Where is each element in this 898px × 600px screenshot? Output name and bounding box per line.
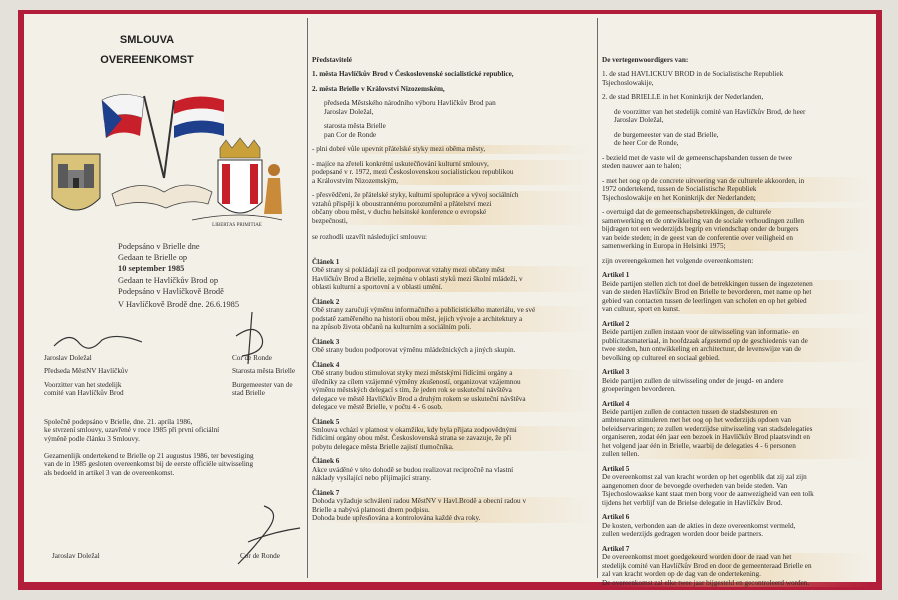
article-heading: Článek 3 [312, 337, 340, 346]
article-block [312, 489, 594, 523]
framed-document [24, 14, 876, 587]
article-heading: Artikel 2 [602, 319, 630, 328]
bottom-name-left: Jaroslav Doležal [52, 552, 100, 560]
signed-line: V Havlíčkově Brodě dne. 26.6.1985 [118, 299, 240, 309]
signatory-title: Předseda MěstNV Havlíčkův [44, 367, 129, 376]
article-block [602, 400, 872, 459]
title-czech: SMLOUVA [119, 34, 175, 46]
signatory-title: stad Brielle [232, 389, 265, 398]
preamble-item: - majíce na zřeteli konkrétní uskutečňování kulturní smlouvy, podepsané v r. 1972, mezi Československou socialistickou republikou a Královstvím Nizozemským, [312, 160, 594, 185]
article-block [312, 361, 594, 412]
intro-heading: Představitelé [312, 56, 352, 64]
article-block [312, 298, 594, 332]
article-text: Smlouva vchází v platnost v okamžiku, kdy byla přijata zodpovědnými řídícími orgány obou měst. Československá strana se zavazuje, že při pobytu delegace města Brielle zajistí tlumočníka. [312, 426, 594, 451]
article-heading: Článek 7 [312, 488, 340, 497]
preamble-item: - overtuigd dat de gemeenschapsbetrekkingen, de culturele samenwerking en de ontwikkeling van de sociale verhoudingen zullen bijdragen tot een wederzijds begrip en vriendschap onder de burgers van beide steden; in de geest van de conferentie over veiligheid en samenwerking in Europa in Helsinki 1975; [602, 208, 872, 250]
signed-line: Podepsáno v Havlíčkově Brodě [118, 287, 224, 296]
article-heading: Artikel 7 [602, 544, 630, 553]
article-heading: Článek 2 [312, 297, 340, 306]
article-heading: Článek 4 [312, 360, 340, 369]
decision-line: se rozhodli uzavřít následující smlouvu: [312, 233, 427, 242]
article-text: Akce uváděné v této dohodě se budou realizovat recipročně na vlastní náklady vysílající nebo přijímající strany. [312, 465, 514, 483]
decision-line: zijn overeengekomen het volgende overeenkomsten: [602, 256, 754, 265]
article-text: Beide partijen zullen de uitwisseling onder de jeugd- en andere groeperingen bevorderen. [602, 376, 784, 394]
article-text: Obě strany si pokládají za cíl podporovat vztahy mezi občany měst Havlíčkův Brod a Brielle, zejména v oblasti styků mezi školní mládeží, v oblasti kulturní a sportovní a v oblasti umění. [312, 266, 594, 291]
article-block [602, 271, 872, 313]
representative: de voorzitter van het stedelijk comité van Havlíčkův Brod, de heer Jaroslav Doležal, [614, 107, 806, 125]
representative: de burgemeester van de stad Brielle, de heer Cor de Ronde, [614, 130, 719, 148]
signed-line: Gedaan te Havlíčkův Brod op [118, 276, 219, 286]
signatory-title: Starosta města Brielle [232, 367, 296, 376]
signature-de-ronde-2 [222, 502, 312, 572]
article-heading: Článek 1 [312, 257, 340, 266]
article-text: Beide partijen zullen de contacten tussen de stadsbesturen en ambtenaren stimuleren met het oog op het wederzijds opdoen van beleidservaringen; ze zullen wederzijdse uitwisseling van stadsdelegaties organiseren, zodat één jaar een bezoek in Havlíčkův Brod plaatsvindt en het volgend jaar één in Brielle, waarbij de delegaties 4 - 6 personen zullen tellen. [602, 408, 872, 459]
representative: starosta města Brielle pan Cor de Ronde [324, 122, 386, 139]
article-text: Dohoda vyžaduje schválení radou MěstNV v Havl.Brodě a obecní radou v Brielle a nabývá platnosti dnem podpisu. Dohoda bude upřesňována a kontrolována každé dva roky. [312, 497, 594, 522]
article-heading: Článek 5 [312, 417, 340, 426]
emblem-motto: LIBERTAS PRIMITIAE [212, 223, 262, 228]
article-heading: Artikel 5 [602, 464, 630, 473]
column-divider [307, 18, 308, 578]
article-block [312, 457, 594, 482]
article-block [602, 368, 872, 393]
signed-date: 10 september 1985 [118, 263, 185, 273]
signatory-left [44, 354, 154, 398]
article-block [602, 465, 872, 507]
article-text: De kosten, verbonden aan de akties in deze overeenkomst vermeld, zullen wederzijds gedragen worden door beide partners. [602, 521, 796, 539]
article-block [602, 513, 872, 538]
dutch-text-column [602, 14, 872, 587]
note-dutch: Gezamenlijk ondertekend te Brielle op 21 augustus 1986, ter bevestiging van de in 1985 gesloten overeenkomst bij de eerste officiële uitwisseling als bedoeld in artikel 3 van de overeenkomst. [44, 452, 254, 477]
preamble-item: - přesvědčeni, že přátelské styky, kulturní spolupráce a vývoj sociálních vztahů přispějí k oboustrannému porozumění a přátelství mezi občany obou měst, v duchu helsinské konference o evropské bezpečnosti, [312, 191, 594, 225]
article-block [312, 258, 594, 292]
intro-heading: De vertegenwoordigers van: [602, 56, 689, 64]
signed-line: Podepsáno v Brielle dne [118, 242, 200, 251]
party-item: 2. města Brielle v Království Nizozemském, [312, 84, 445, 93]
note-czech: Společně podepsáno v Brielle, dne. 21. apríla 1986, ke stvrzení smlouvy, uzavřené v roce 1985 při první oficiální výměně podle článku 3 Smlouvy. [44, 418, 220, 443]
signatory-title: Burgemeester van de [232, 380, 293, 389]
article-block [602, 320, 872, 362]
article-text: Beide partijen zullen instaan voor de uitwisseling van informatie- en publicitatsmateriaal, in hoofdzaak afgestemd op de geschiedenis van de twee steden, hun ontwikkeling en architectuur, de levenswijze van de bevolking op cultureel en sociaal gebied. [602, 328, 872, 362]
signatory-title: comité van Havlíčkův Brod [44, 389, 124, 398]
preamble-item: - plni dobré vůle upevnit přátelské styky mezi oběma městy, [312, 145, 594, 153]
article-text: Obě strany budou stimulovat styky mezi městskými řídícími orgány a úředníky za cílem vzájemné výměny zkušeností, organizovat vzájemnou výměnu městských delegací s tím, že jeden rok se uskuteční návštěva delegace ve městě Havlíčkův Brod a druhým rokem se uskuteční návštěva delegace ve městě Brielle, v počtu 4 - 6 osob. [312, 369, 594, 411]
signing-place-date [118, 242, 298, 311]
signed-line: Gedaan te Brielle op [118, 252, 188, 262]
czech-flag-icon [102, 94, 144, 138]
title-dutch: OVEREENKOMST [100, 54, 194, 66]
party-item: 1. města Havlíčkův Brod v Československé socialistické republice, [312, 70, 514, 79]
article-heading: Artikel 6 [602, 513, 630, 522]
article-heading: Artikel 1 [602, 271, 630, 280]
column-divider [597, 18, 598, 578]
bottom-name-right: Cor de Ronde [240, 552, 280, 560]
havlickuv-brod-arms-icon [52, 154, 100, 210]
signatory-right [232, 354, 312, 398]
article-text: Obě strany budou podporovat výměnu mládežnických a jiných skupin. [312, 346, 516, 355]
article-heading: Článek 6 [312, 457, 340, 466]
representative: předseda Městského národního výboru Havlíčkův Brod pan Jaroslav Doležal, [324, 99, 496, 116]
article-heading: Artikel 3 [602, 368, 630, 377]
dutch-flag-icon [174, 96, 224, 138]
left-column [32, 14, 304, 582]
party-item: 2. de stad BRIELLE in het Koninkrijk der Nederlanden, [602, 93, 764, 102]
handshake-icon [112, 185, 212, 208]
brielle-arms-icon [218, 138, 282, 214]
article-text: Obě strany zaručují výměnu informačního a publicistického materiálu, ve své podstatě zaměřeného na historii obou měst, jejich vývoje a architektury a na způsob života občanů na kulturním a sociálním poli. [312, 306, 594, 331]
preamble-item: - met het oog op de concrete uitvoering van de culturele akkoorden, in 1972 ondertekend, tussen de Socialistische Republiek Tsjechoslowakije en het Koninkrijk der Nederlanden; [602, 177, 872, 202]
party-item: 1. de stad HAVLICKUV BROD in de Socialistische Republiek Tsjechoslowakije, [602, 70, 784, 87]
article-block [312, 338, 594, 355]
article-heading: Artikel 4 [602, 399, 630, 408]
signatory-title: Voorzitter van het stedelijk [44, 380, 122, 389]
article-text: De overeenkomst moet goedgekeurd worden door de raad van het stedelijk comité van Havlíčkův Brod en door de gemeenteraad Brielle en zal van kracht worden op de dag van de ondertekening. De overeenkomst zal elke twee jaar bijgesteld en gecontroleerd worden. [602, 553, 872, 587]
article-block [312, 418, 594, 452]
preamble-item: - bezield met de vaste wil de gemeenschapsbanden tussen de twee steden nauwer aan te halen; [602, 153, 792, 171]
signature-dolezal-1 [50, 326, 150, 356]
twin-city-emblem-image [42, 74, 292, 234]
signatory-name: Jaroslav Doležal [44, 354, 92, 362]
czech-text-column [312, 14, 594, 582]
article-text: De overeenkomst zal van kracht worden op het ogenblik dat zij zal zijn aangenomen door de bevoegde overheden van beide steden. Van Tsjechoslowaakse kant staat men borg voor de aanwezigheid van een tolk tijdens het verblijf van de Brielse delegatie in Havlíčkův Brod. [602, 473, 814, 507]
signatory-name: Cor de Ronde [232, 354, 272, 362]
article-block [602, 545, 872, 587]
article-text: Beide partijen stellen zich tot doel de betrekkingen tussen de ingezetenen van de steden Havlíčkův Brod en Brielle te bevorderen, met name op het gebied van contacten tussen de leerlingen van scholen en op het gebied van cultuur, sport en kunst. [602, 280, 872, 314]
